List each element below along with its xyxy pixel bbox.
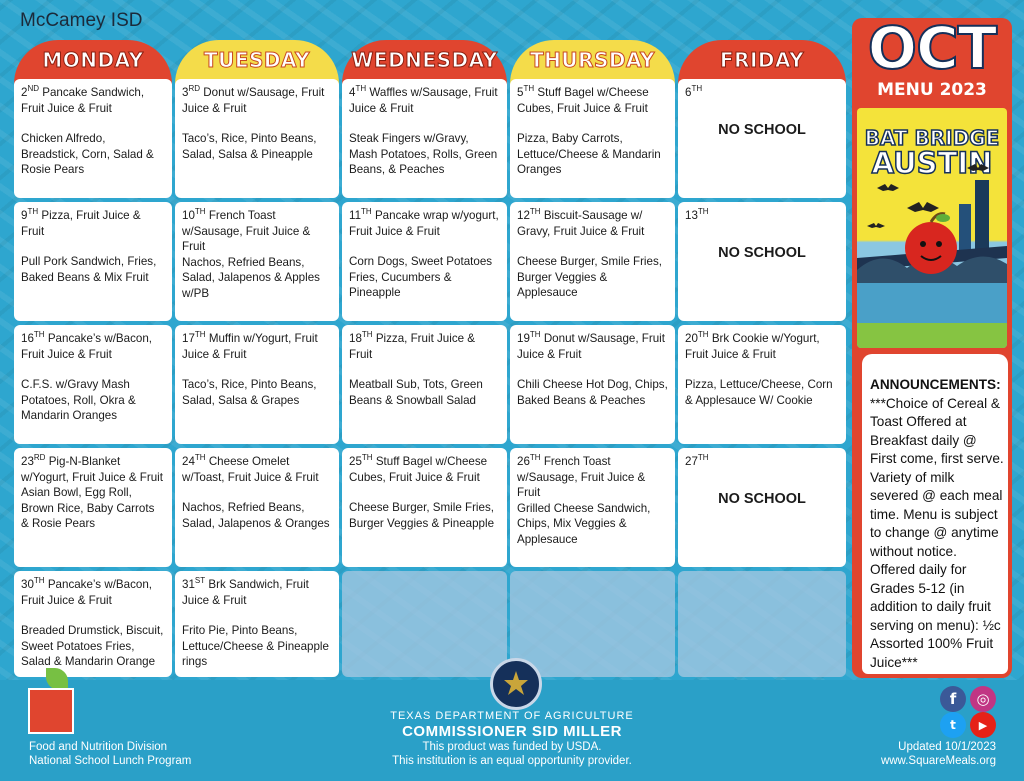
day-ordinal: TH xyxy=(697,207,709,217)
bat-bridge-poster xyxy=(857,108,1007,348)
spacer xyxy=(517,116,668,131)
day-cell xyxy=(678,202,846,321)
footer-division: Food and Nutrition Division xyxy=(29,741,168,753)
day-header-wednesday: WEDNESDAY xyxy=(342,40,507,84)
lunch-item: Asian Bowl, Egg Roll, Brown Rice, Baby Carrots & Rosie Pears xyxy=(21,486,155,530)
day-header-tuesday: TUESDAY xyxy=(175,40,339,84)
breakfast-item xyxy=(517,454,668,501)
no-school-label: NO SCHOOL xyxy=(718,245,806,261)
day-number: 9 xyxy=(21,209,28,222)
day-cell xyxy=(14,202,172,321)
poster-title-line1: BAT BRIDGE xyxy=(864,126,1000,150)
breakfast-item xyxy=(685,85,839,101)
day-number: 17 xyxy=(182,332,195,345)
day-ordinal: TH xyxy=(194,453,206,463)
breakfast-text: Donut w/Sausage, Fruit Juice & Fruit xyxy=(517,332,665,361)
lunch-item: Breaded Drumstick, Biscuit, Sweet Potatoes Fries, Salad & Mandarin Orange xyxy=(21,624,164,668)
day-number: 23 xyxy=(21,455,34,468)
twitter-icon[interactable]: t xyxy=(940,712,966,738)
facebook-icon[interactable]: f xyxy=(940,686,966,712)
day-number: 11 xyxy=(349,209,362,222)
day-ordinal: TH xyxy=(33,576,45,586)
lunch-item: Grilled Cheese Sandwich, Chips, Mix Veggies & Applesauce xyxy=(517,501,651,546)
breakfast-text: Pizza, Fruit Juice & Fruit xyxy=(21,209,141,238)
breakfast-item xyxy=(182,85,332,116)
breakfast-item xyxy=(21,331,165,362)
spacer xyxy=(21,362,165,377)
breakfast-text: Pancake Sandwich, Fruit Juice & Fruit xyxy=(21,86,145,115)
lunch-item: Chili Cheese Hot Dog, Chips, Baked Beans & Peaches xyxy=(517,378,668,407)
day-cell xyxy=(14,448,172,567)
day-number: 3 xyxy=(182,86,189,99)
square-meals-logo xyxy=(28,688,74,734)
day-number: 30 xyxy=(21,578,34,591)
breakfast-item xyxy=(517,331,668,362)
spacer xyxy=(517,362,668,377)
day-cell xyxy=(342,79,507,198)
lunch-item: Nachos, Refried Beans, Salad, Jalapenos & Apples w/PB xyxy=(182,255,320,300)
breakfast-item xyxy=(349,208,500,239)
day-cell xyxy=(14,79,172,198)
day-ordinal: TH xyxy=(194,207,206,217)
spacer xyxy=(182,116,332,131)
breakfast-item xyxy=(182,577,332,608)
footer-center xyxy=(312,710,712,768)
footer-left xyxy=(29,740,191,768)
day-number: 12 xyxy=(517,209,530,222)
breakfast-item xyxy=(517,208,668,239)
breakfast-item xyxy=(349,85,500,116)
day-number: 27 xyxy=(685,455,698,468)
day-ordinal: RD xyxy=(33,453,46,463)
breakfast-item xyxy=(21,208,165,239)
footer-right xyxy=(881,740,996,768)
breakfast-text: Pancake’s w/Bacon, Fruit Juice & Fruit xyxy=(21,332,153,361)
breakfast-text: Pizza, Fruit Juice & Fruit xyxy=(349,332,476,361)
breakfast-item xyxy=(182,454,332,485)
lunch-item: Cheese Burger, Smile Fries, Burger Veggies & Applesauce xyxy=(517,255,662,299)
day-ordinal: TH xyxy=(194,330,206,340)
footer-program: National School Lunch Program xyxy=(29,755,192,767)
day-cell xyxy=(510,325,675,444)
day-cell xyxy=(678,79,846,198)
day-number: 25 xyxy=(349,455,362,468)
day-number: 5 xyxy=(517,86,524,99)
day-cell xyxy=(175,325,339,444)
day-ordinal: TH xyxy=(361,207,372,217)
spacer xyxy=(349,485,500,500)
day-cell xyxy=(510,202,675,321)
day-cell xyxy=(342,448,507,567)
day-number: 10 xyxy=(182,209,195,222)
spacer xyxy=(182,608,332,623)
breakfast-text: Stuff Bagel w/Cheese Cubes, Fruit Juice & Fruit xyxy=(517,86,649,115)
month-title: OCT xyxy=(867,14,997,82)
day-cell xyxy=(175,448,339,567)
day-number: 6 xyxy=(685,86,692,99)
lunch-item: C.F.S. w/Gravy Mash Potatoes, Roll, Okra & Mandarin Oranges xyxy=(21,378,136,422)
day-cell xyxy=(342,325,507,444)
breakfast-text: Muffin w/Yogurt, Fruit Juice & Fruit xyxy=(182,332,318,361)
breakfast-item xyxy=(21,85,165,116)
day-ordinal: TH xyxy=(697,453,709,463)
day-ordinal: TH xyxy=(523,84,535,94)
spacer xyxy=(685,362,839,377)
day-number: 16 xyxy=(21,332,34,345)
breakfast-text: Cheese Omelet w/Toast, Fruit Juice & Fruit xyxy=(182,455,319,484)
breakfast-text: Pig-N-Blanket w/Yogurt, Fruit Juice & Fruit xyxy=(21,455,163,484)
spacer xyxy=(21,608,165,623)
spacer xyxy=(349,116,500,131)
breakfast-text: French Toast w/Sausage, Fruit Juice & Fruit xyxy=(517,455,646,499)
no-school-label: NO SCHOOL xyxy=(718,491,806,507)
day-ordinal: ST xyxy=(194,576,206,586)
breakfast-item xyxy=(21,454,165,485)
spacer xyxy=(349,362,500,377)
breakfast-text: Pancake wrap w/yogurt, Fruit Juice & Fruit xyxy=(349,209,499,238)
day-ordinal: TH xyxy=(529,453,541,463)
updated-date: Updated 10/1/2023 xyxy=(898,741,996,753)
day-header-monday: MONDAY xyxy=(14,40,172,84)
spacer xyxy=(21,239,165,254)
breakfast-item xyxy=(21,577,165,608)
announcements-text: ***Choice of Cereal & Toast Offered at Breakfast daily @ First come, first serve. Variety of milk severed @ each meal time. Menu is subject to change @ anytime without notice. Offered daily for Grades 5-12 (in addition to daily fruit serving on menu): ½c Assorted 100% Fruit Juice*** xyxy=(870,395,1004,670)
day-number: 13 xyxy=(685,209,698,222)
empty-day-cell xyxy=(678,571,846,677)
agency-name: TEXAS DEPARTMENT OF AGRICULTURE xyxy=(390,710,634,722)
day-cell xyxy=(678,448,846,567)
day-number: 26 xyxy=(517,455,530,468)
breakfast-text: Pancake’s w/Bacon, Fruit Juice & Fruit xyxy=(21,578,153,607)
day-ordinal: TH xyxy=(355,84,367,94)
lunch-item: Taco’s, Rice, Pinto Beans, Salad, Salsa & Pineapple xyxy=(182,132,317,161)
day-cell xyxy=(342,202,507,321)
announcements-panel xyxy=(862,354,1008,674)
funding-notice: This product was funded by USDA. xyxy=(422,741,602,753)
day-cell xyxy=(175,202,339,321)
day-cell xyxy=(175,571,339,677)
breakfast-text: Stuff Bagel w/Cheese Cubes, Fruit Juice & Fruit xyxy=(349,455,488,484)
day-header-thursday: THURSDAY xyxy=(510,40,675,84)
lunch-item: Nachos, Refried Beans, Salad, Jalapenos & Oranges xyxy=(182,501,330,530)
day-number: 31 xyxy=(182,578,195,591)
lunch-item: Meatball Sub, Tots, Green Beans & Snowball Salad xyxy=(349,378,483,407)
lunch-item: Chicken Alfredo, Breadstick, Corn, Salad & Rosie Pears xyxy=(21,132,154,176)
spacer xyxy=(21,116,165,131)
spacer xyxy=(182,485,332,500)
breakfast-item xyxy=(349,454,500,485)
breakfast-item xyxy=(182,331,332,362)
breakfast-text: Waffles w/Sausage, Fruit Juice & Fruit xyxy=(349,86,498,115)
day-cell xyxy=(14,325,172,444)
day-header-friday: FRIDAY xyxy=(678,40,846,84)
breakfast-item xyxy=(685,208,839,224)
spacer xyxy=(517,239,668,254)
day-ordinal: TH xyxy=(691,84,703,94)
day-ordinal: TH xyxy=(33,330,45,340)
lunch-item: Pull Pork Sandwich, Fries, Baked Beans & Mix Fruit xyxy=(21,255,157,284)
breakfast-item xyxy=(517,85,668,116)
day-number: 19 xyxy=(517,332,530,345)
spacer xyxy=(349,239,500,254)
day-cell xyxy=(175,79,339,198)
commissioner-name: COMMISSIONER SID MILLER xyxy=(402,723,622,740)
menu-year: MENU 2023 xyxy=(877,80,987,100)
day-ordinal: TH xyxy=(697,330,709,340)
day-number: 4 xyxy=(349,86,356,99)
day-ordinal: TH xyxy=(361,453,373,463)
day-ordinal: TH xyxy=(27,207,39,217)
poster-title-line2: AUSTIN xyxy=(871,146,993,180)
youtube-icon[interactable]: ▶ xyxy=(970,712,996,738)
lunch-item: Taco’s, Rice, Pinto Beans, Salad, Salsa & Grapes xyxy=(182,378,317,407)
empty-day-cell xyxy=(342,571,507,677)
breakfast-item xyxy=(349,331,500,362)
breakfast-item xyxy=(685,331,839,362)
spacer xyxy=(182,362,332,377)
lunch-item: Frito Pie, Pinto Beans, Lettuce/Cheese & Pineapple rings xyxy=(182,624,329,668)
district-name: McCamey ISD xyxy=(20,10,143,31)
equal-opportunity-notice: This institution is an equal opportunity provider. xyxy=(392,755,632,767)
day-number: 20 xyxy=(685,332,698,345)
day-ordinal: TH xyxy=(529,330,541,340)
apple-icon xyxy=(905,222,957,274)
day-number: 18 xyxy=(349,332,362,345)
breakfast-text: French Toast w/Sausage, Fruit Juice & Fruit xyxy=(182,209,311,253)
day-ordinal: RD xyxy=(188,84,201,94)
lunch-item: Cheese Burger, Smile Fries, Burger Veggies & Pineapple xyxy=(349,501,495,530)
announcements-title: ANNOUNCEMENTS: xyxy=(870,377,1001,392)
lunch-item: Pizza, Lettuce/Cheese, Corn & Applesauce W/ Cookie xyxy=(685,378,833,407)
instagram-icon[interactable]: ◎ xyxy=(970,686,996,712)
lunch-item: Corn Dogs, Sweet Potatoes Fries, Cucumbers & Pineapple xyxy=(349,255,493,299)
breakfast-item xyxy=(685,454,839,470)
day-ordinal: TH xyxy=(529,207,541,217)
breakfast-item xyxy=(182,208,332,255)
day-number: 24 xyxy=(182,455,195,468)
texas-seal-icon xyxy=(490,658,542,710)
day-cell xyxy=(678,325,846,444)
breakfast-text: Brk Sandwich, Fruit Juice & Fruit xyxy=(182,578,309,607)
day-ordinal: TH xyxy=(361,330,373,340)
website-link[interactable]: www.SquareMeals.org xyxy=(880,755,996,767)
breakfast-text: Biscuit-Sausage w/ Gravy, Fruit Juice & Fruit xyxy=(517,209,645,238)
day-cell xyxy=(14,571,172,677)
bat-bridge-illustration xyxy=(857,108,1007,348)
no-school-label: NO SCHOOL xyxy=(718,122,806,138)
day-number: 2 xyxy=(21,86,28,99)
breakfast-text: Donut w/Sausage, Fruit Juice & Fruit xyxy=(182,86,325,115)
lunch-item: Steak Fingers w/Gravy, Mash Potatoes, Rolls, Green Beans, & Peaches xyxy=(349,132,498,176)
day-cell xyxy=(510,448,675,567)
day-ordinal: ND xyxy=(27,84,40,94)
breakfast-text: Brk Cookie w/Yogurt, Fruit Juice & Fruit xyxy=(685,332,820,361)
lunch-item: Pizza, Baby Carrots, Lettuce/Cheese & Mandarin Oranges xyxy=(517,132,661,176)
day-cell xyxy=(510,79,675,198)
